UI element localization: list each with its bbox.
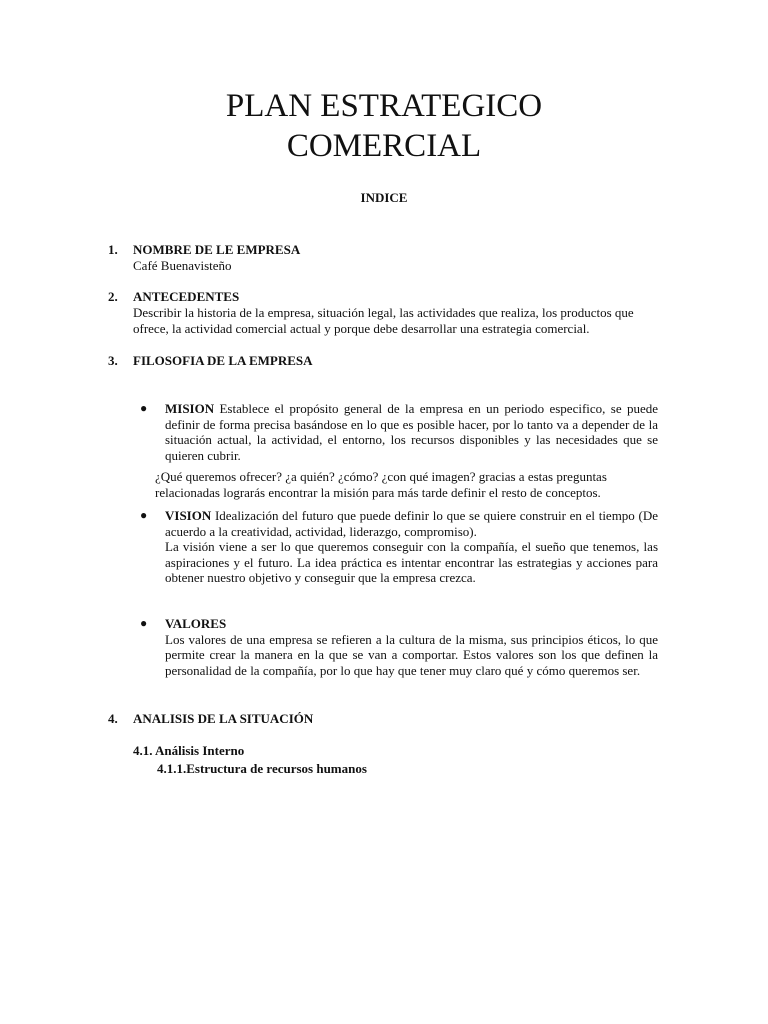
- bullet-dot-icon: ●: [140, 401, 148, 415]
- document-title: [0, 86, 768, 166]
- bullet-description: Los valores de una empresa se refieren a la cultura de la misma, sus principios éticos, lo que permite crear la manera en la que se van a comportar. Estos valores son los que definen la personalidad de la compañía, por lo que hay que tener muy claro qué y cómo queremos ser.: [165, 631, 658, 678]
- bullet-text: [165, 616, 658, 678]
- section-body: Café Buenavisteño: [133, 258, 232, 273]
- bullet-text: [165, 508, 658, 586]
- section-number: 2.: [108, 289, 118, 304]
- subsection-4-1-1: 4.1.1.Estructura de recursos humanos: [157, 761, 367, 776]
- bullet-label: MISION: [165, 401, 215, 416]
- section-number: 3.: [108, 353, 118, 368]
- bullet-description-2: La visión viene a ser lo que queremos conseguir con la compañía, el sueño que tenemos, las aspiraciones y el futuro. La idea práctica es intentar encontrar las estrategias y acciones para obtener nuestro objetivo y conseguir que la empresa crezca.: [165, 539, 658, 585]
- bullet-dot-icon: ●: [140, 616, 148, 630]
- bullet-label: VALORES: [165, 616, 227, 631]
- title-line-1: PLAN ESTRATEGICO: [225, 88, 543, 124]
- subsection-4-1: 4.1. Análisis Interno: [133, 743, 245, 758]
- section-heading: ANTECEDENTES: [133, 289, 240, 304]
- section-body: Describir la historia de la empresa, situación legal, las actividades que realiza, los productos que ofrece, la actividad comercial actual y porque debe desarrollar una estrategia comercial.: [133, 305, 634, 336]
- section-number: 1.: [108, 242, 118, 257]
- section-heading: ANALISIS DE LA SITUACIÓN: [133, 711, 314, 726]
- section-number: 4.: [108, 711, 118, 726]
- section-heading: NOMBRE DE LE EMPRESA: [133, 242, 301, 257]
- bullet-text: [165, 401, 658, 463]
- index-heading: INDICE: [360, 190, 408, 205]
- section-heading: FILOSOFIA DE LA EMPRESA: [133, 353, 313, 368]
- bullet-dot-icon: ●: [140, 508, 148, 522]
- bullet-description: Establece el propósito general de la empresa en un periodo especifico, se puede definir de forma precisa basándose en lo que es posible hacer, por lo tanto va a depender de la situación actual, la actividad, el entorno, los recursos disponibles y las necesidades que se quieren cubrir.: [165, 401, 658, 463]
- bullet-description: Idealización del futuro que puede definir lo que se quiere construir en el tiempo (De acuerdo a la creatividad, actividad, liderazgo, compromiso).: [165, 508, 658, 539]
- bullet-label: VISION: [165, 508, 212, 523]
- title-line-2: COMERCIAL: [286, 128, 482, 164]
- mision-note: ¿Qué queremos ofrecer? ¿a quién? ¿cómo? ¿con qué imagen? gracias a estas preguntas relacionadas lograrás encontrar la misión para más tarde definir el resto de conceptos.: [155, 469, 607, 500]
